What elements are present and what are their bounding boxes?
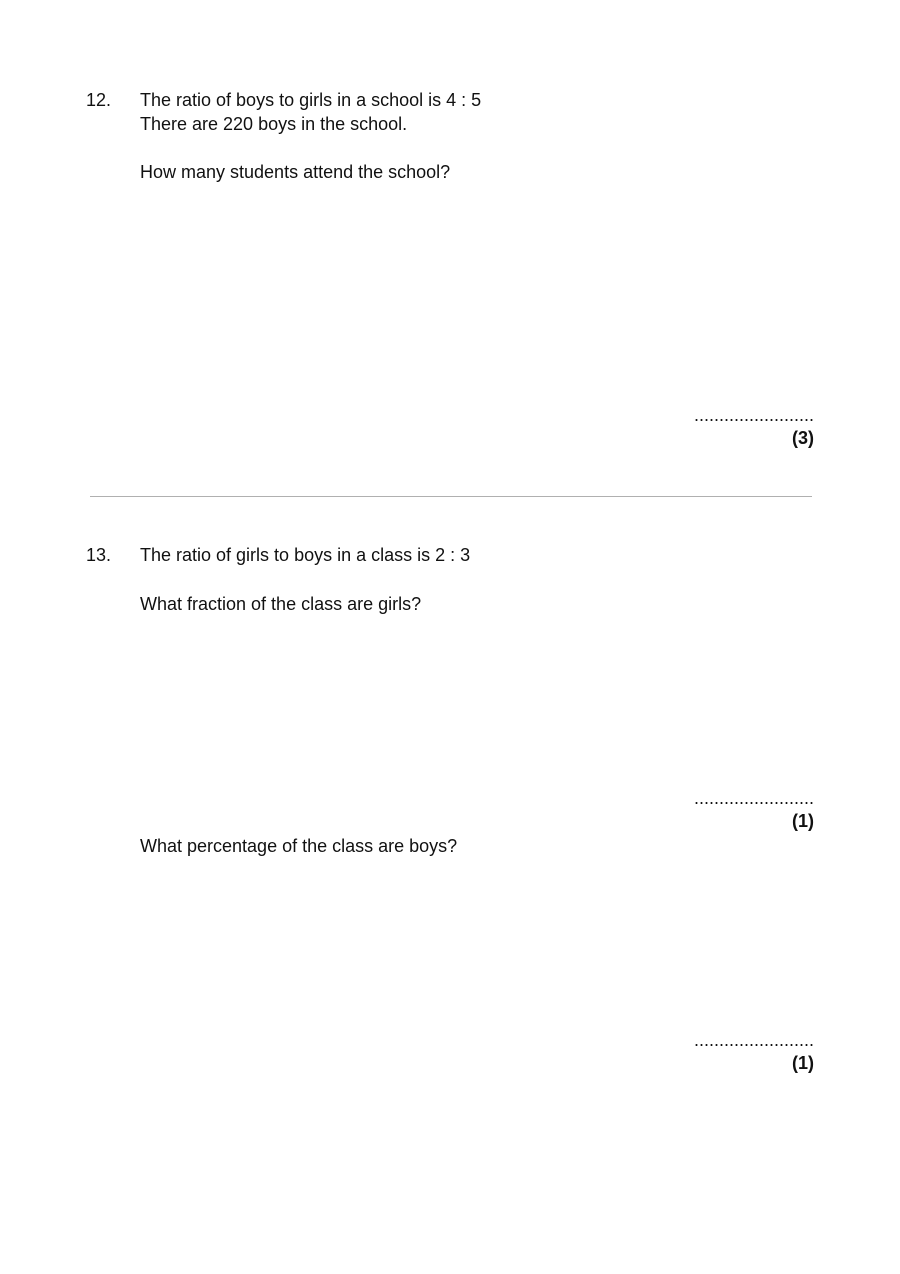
question-13-number: 13. <box>86 545 112 565</box>
question-13a-answer-line[interactable]: ........................ <box>693 788 814 808</box>
question-13b-prompt: What percentage of the class are boys? <box>140 836 458 856</box>
question-13a-marks: (1) <box>792 811 814 831</box>
question-12-number: 12. <box>86 90 112 110</box>
question-13b-answer-line[interactable]: ........................ <box>693 1030 814 1050</box>
question-12-line-1: The ratio of boys to girls in a school is 4 : 5 <box>140 90 482 110</box>
question-13a-prompt: What fraction of the class are girls? <box>140 594 422 614</box>
question-13b-marks: (1) <box>792 1053 814 1073</box>
question-12-prompt: How many students attend the school? <box>140 162 451 182</box>
question-12-line-2: There are 220 boys in the school. <box>140 114 408 134</box>
question-12-answer-line[interactable]: ........................ <box>693 405 814 425</box>
question-12-marks: (3) <box>792 428 814 448</box>
question-13-line-1: The ratio of girls to boys in a class is 2 : 3 <box>140 545 471 565</box>
question-divider <box>90 496 812 497</box>
